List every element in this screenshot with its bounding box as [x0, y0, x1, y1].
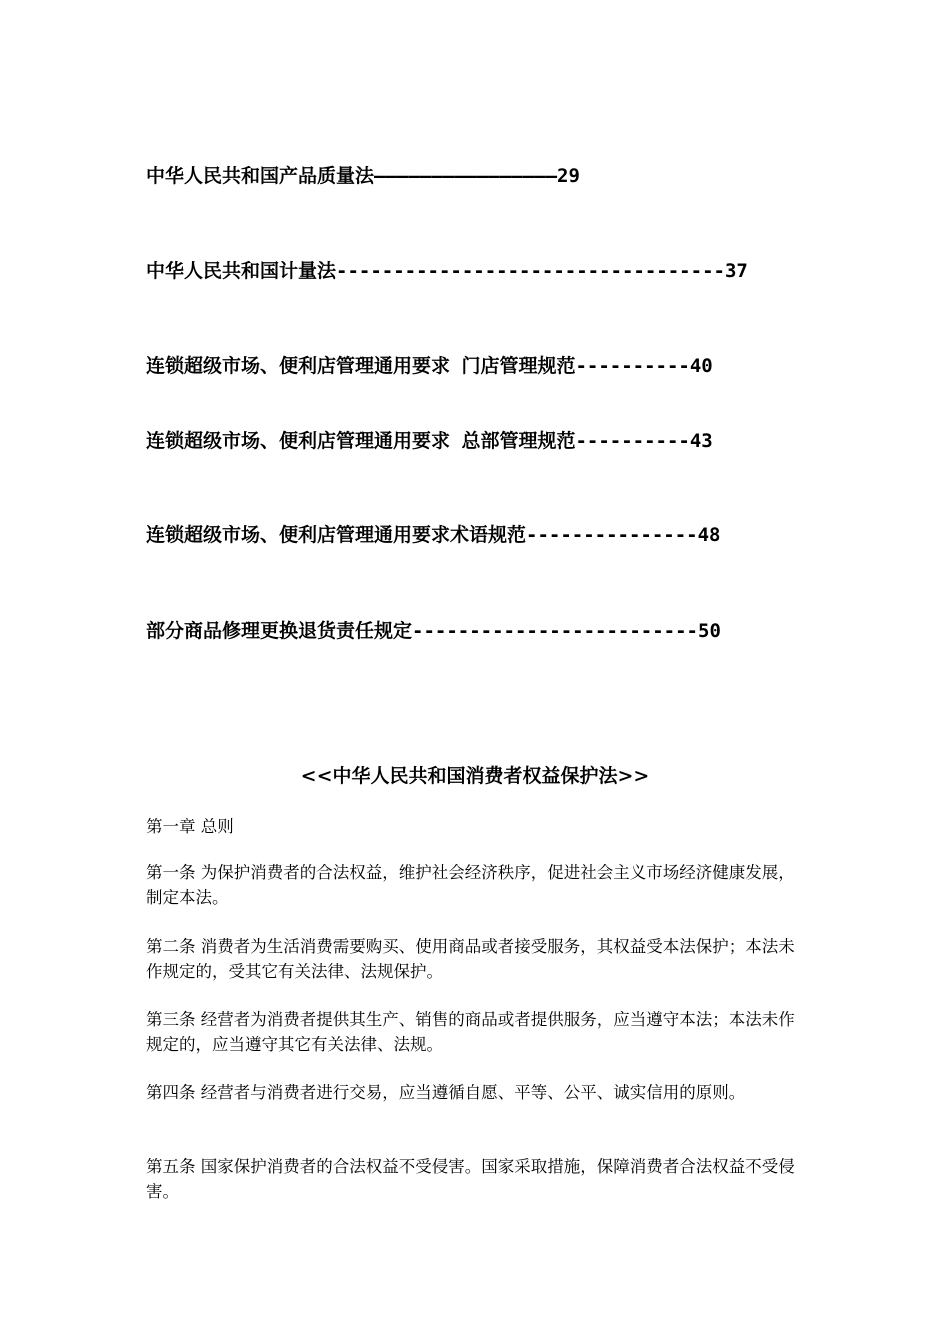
toc-entry-leader: ----------------------------------: [336, 260, 725, 282]
toc-entry-leader: ----------: [575, 355, 690, 377]
toc-entry-leader: -------------------------: [412, 620, 698, 642]
law-title: <<中华人民共和国消费者权益保护法>>: [300, 765, 650, 787]
toc-entry-page: 48: [697, 524, 721, 546]
toc-entry-page: 40: [689, 355, 713, 377]
toc-entry[interactable]: [146, 523, 721, 547]
toc-entry-leader: ---------------: [526, 524, 698, 546]
article-paragraph: 第四条 经营者与消费者进行交易，应当遵循自愿、平等、公平、诚实信用的原则。: [146, 1083, 746, 1102]
toc-entry-title: 中华人民共和国计量法: [146, 260, 337, 282]
toc-entry[interactable]: [146, 429, 713, 453]
toc-entry-leader: ----------: [575, 430, 690, 452]
article-paragraph: 第五条 国家保护消费者的合法权益不受侵害。国家采取措施，保障消费者合法权益不受侵害。: [146, 1157, 795, 1201]
toc-entry[interactable]: [146, 619, 721, 643]
toc-entry-title: 连锁超级市场、便利店管理通用要求术语规范: [146, 524, 527, 546]
toc-entry-page: 43: [689, 430, 713, 452]
toc-entry-title: 连锁超级市场、便利店管理通用要求 门店管理规范: [146, 355, 576, 377]
chapter-heading: 第一章 总则: [146, 817, 234, 836]
toc-entry-page: 37: [724, 260, 748, 282]
toc-entry-title: 中华人民共和国产品质量法: [146, 165, 375, 187]
toc-entry[interactable]: [146, 164, 580, 188]
toc-entry[interactable]: [146, 354, 713, 378]
toc-entry-page: 50: [698, 620, 721, 642]
toc-entry[interactable]: [146, 259, 748, 283]
toc-entry-title: 部分商品修理更换退货责任规定: [146, 620, 413, 642]
article-paragraph: 第二条 消费者为生活消费需要购买、使用商品或者接受服务，其权益受本法保护；本法未作规定的，受其它有关法律、法规保护。: [146, 937, 795, 981]
toc-entry-leader: ————————————————: [374, 165, 558, 187]
toc-entry-title: 连锁超级市场、便利店管理通用要求 总部管理规范: [146, 430, 576, 452]
toc-entry-page: 29: [557, 165, 580, 187]
article-paragraph: 第一条 为保护消费者的合法权益，维护社会经济秩序，促进社会主义市场经济健康发展，制定本法。: [146, 863, 795, 907]
article-paragraph: 第三条 经营者为消费者提供其生产、销售的商品或者提供服务，应当遵守本法；本法未作规定的，应当遵守其它有关法律、法规。: [146, 1010, 795, 1054]
